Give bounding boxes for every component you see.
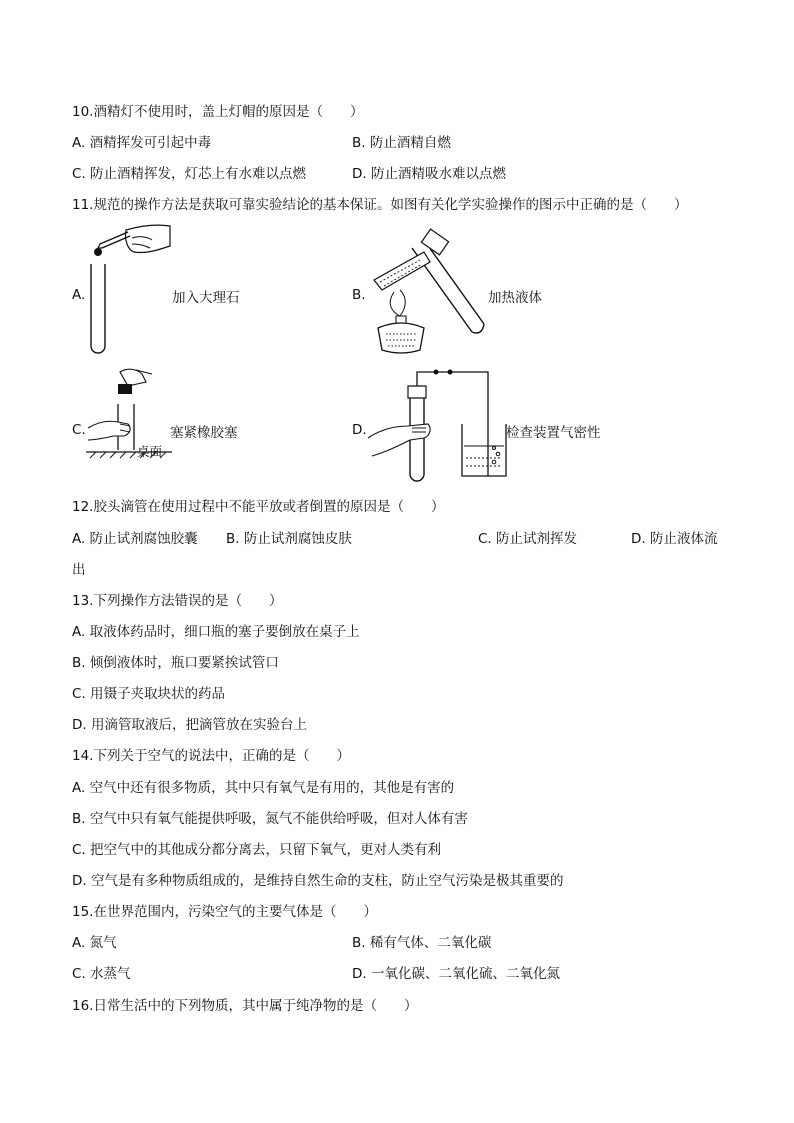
q10-option-a: A. 酒精挥发可引起中毒 [72,135,212,151]
q13-option-c: C. 用镊子夹取块状的药品 [72,686,226,702]
q11-table-label: 桌面 [137,444,163,459]
q10-option-c: C. 防止酒精挥发，灯芯上有水难以点燃 [72,166,307,182]
q11-figure-b-heating-liquid [364,232,494,356]
q12-option-a: A. 防止试剂腐蚀胶囊 [72,531,198,547]
q11-stem: 11.规范的操作方法是获取可靠实验结论的基本保证。如图有关化学实验操作的图示中正确的是（ ） [72,197,688,213]
q11-figure-a-marble-tweezers [86,222,176,358]
q11-choice-a-caption: 加入大理石 [172,290,240,306]
q11-choice-d-caption: 检查装置气密性 [506,425,601,441]
q13-option-b: B. 倾倒液体时，瓶口要紧挨试管口 [72,655,279,671]
q13-option-a: A. 取液体药品时，细口瓶的塞子要倒放在桌子上 [72,624,360,640]
q10-option-d: D. 防止酒精吸水难以点燃 [352,166,506,182]
q15-stem: 15.在世界范围内，污染空气的主要气体是（ ） [72,904,377,920]
q13-option-d: D. 用滴管取液后，把滴管放在实验台上 [72,717,307,733]
q15-option-a: A. 氮气 [72,935,117,951]
q11-choice-c-caption: 塞紧橡胶塞 [170,425,238,441]
q11-choice-b-caption: 加热液体 [488,290,542,306]
q15-option-b: B. 稀有气体、二氧化碳 [352,935,492,951]
q12-option-c: C. 防止试剂挥发 [478,531,578,547]
q12-option-d-continuation: 出 [72,562,86,578]
q15-option-c: C. 水蒸气 [72,966,131,982]
q14-stem: 14.下列关于空气的说法中，正确的是（ ） [72,748,350,764]
q14-option-b: B. 空气中只有氧气能提供呼吸，氮气不能供给呼吸，但对人体有害 [72,811,468,827]
q16-stem: 16.日常生活中的下列物质，其中属于纯净物的是（ ） [72,998,418,1014]
q14-option-c: C. 把空气中的其他成分都分离去，只留下氧气，更对人类有利 [72,842,442,858]
q11-choice-b-letter: B. [352,287,366,303]
q13-stem: 13.下列操作方法错误的是（ ） [72,593,283,609]
q12-option-d: D. 防止液体流 [631,531,718,547]
q11-figure-c-stopper [86,366,176,460]
q12-option-b: B. 防止试剂腐蚀皮肤 [226,531,352,547]
q14-option-a: A. 空气中还有很多物质，其中只有氧气是有用的，其他是有害的 [72,780,455,796]
q11-choice-c-letter: C. [72,422,86,438]
q15-option-d: D. 一氧化碳、二氧化硫、二氧化氮 [352,966,560,982]
q11-figure-d-airtightness [368,366,512,482]
q14-option-d: D. 空气是有多种物质组成的，是维持自然生命的支柱，防止空气污染是极其重要的 [72,873,564,889]
q11-choice-a-letter: A. [72,287,86,303]
q10-option-b: B. 防止酒精自燃 [352,135,451,151]
q12-stem: 12.胶头滴管在使用过程中不能平放或者倒置的原因是（ ） [72,499,445,515]
q11-choice-d-letter: D. [352,422,367,438]
q10-stem: 10.酒精灯不使用时，盖上灯帽的原因是（ ） [72,104,364,120]
